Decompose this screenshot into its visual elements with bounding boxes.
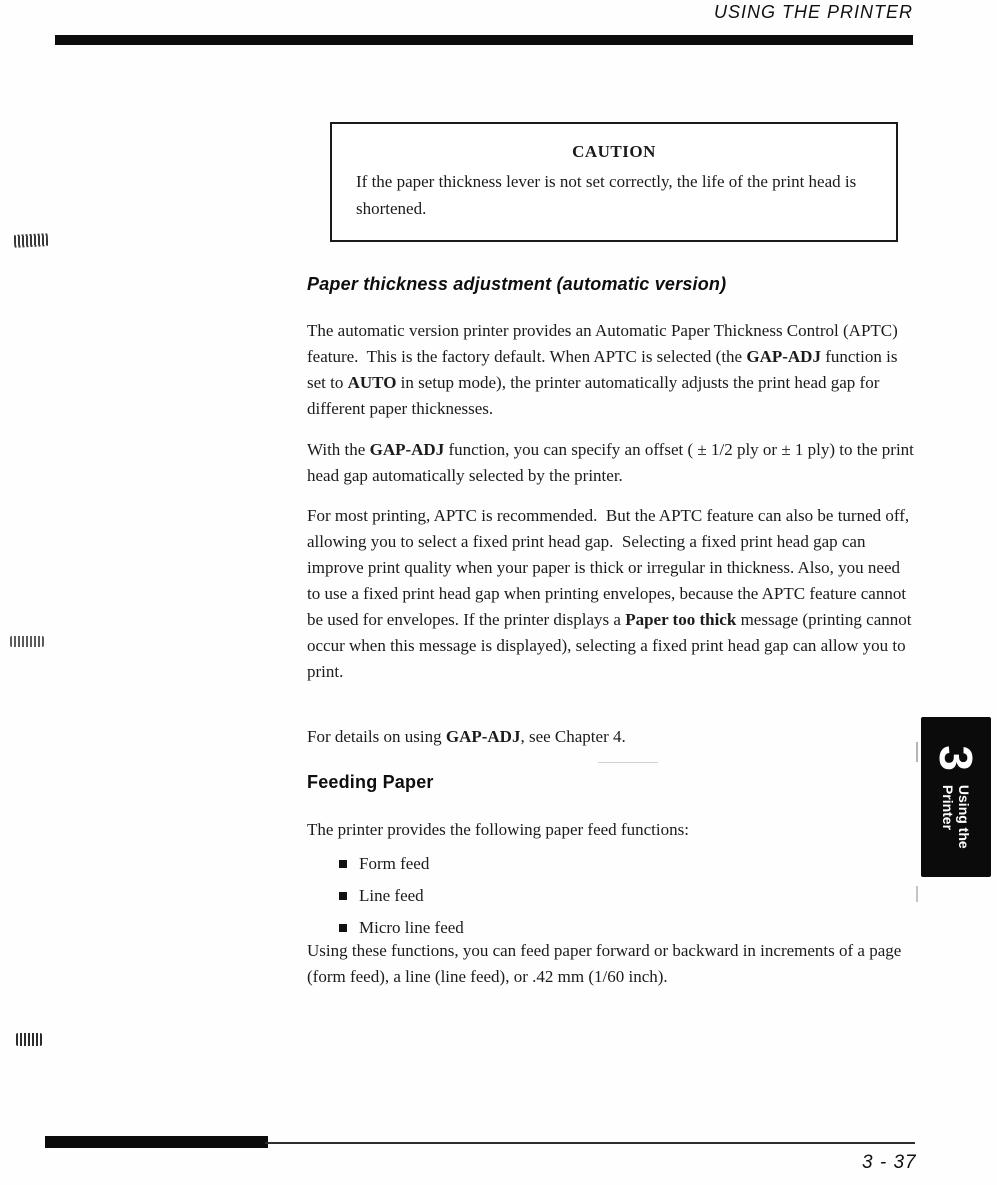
scan-artifact-3 [16, 1033, 42, 1046]
chapter-number: 3 [930, 745, 982, 771]
paragraph-see-chapter-4: For details on using GAP-ADJ, see Chapter 4. [307, 727, 626, 746]
bullet-square-icon [339, 892, 347, 900]
paragraph-feed-functions-intro: The printer provides the following paper feed functions: [307, 820, 689, 839]
chapter-tab [921, 717, 991, 877]
paragraph-aptc-recommended: For most printing, APTC is recommended. But the APTC feature can also be turned off, allowing you to select a fixed print head gap. Selecting a fixed print head gap can improve print quality when your paper is thick or irregular in thickness. Also, you need to use a fixed print head gap when printing envelopes, because the APTC feature cannot be used for envelopes. If the printer displays a Paper too thick message (printing cannot occur when this message is displayed), selecting a fixed print head gap can allow you to print. [307, 506, 916, 681]
list-item-label: Form feed [359, 854, 430, 873]
bullet-square-icon [339, 860, 347, 868]
chapter-tab-label-line1: Using the [956, 784, 972, 849]
bullet-square-icon [339, 924, 347, 932]
chapter-tab-label [940, 785, 972, 849]
caution-text: If the paper thickness lever is not set correctly, the life of the print head is shortened. [356, 172, 861, 218]
scan-artifact-edge-2 [916, 886, 918, 902]
list-item-form-feed [307, 848, 915, 880]
paragraph-aptc-intro: The automatic version printer provides an Automatic Paper Thickness Control (APTC) feature. This is the factory default. When APTC is selected (the GAP-ADJ function is set to AUTO in setup mode), the printer automatically adjusts the print head gap for different paper thicknesses. [307, 321, 903, 418]
running-header: USING THE PRINTER [713, 2, 913, 22]
feed-functions-list [307, 848, 915, 944]
list-item-label: Micro line feed [359, 918, 464, 937]
section-heading-paper-thickness: Paper thickness adjustment (automatic version) [307, 274, 727, 294]
chapter-tab-content [921, 717, 991, 877]
footer-rule [265, 1142, 915, 1144]
page-number: 3 - 37 [862, 1152, 917, 1173]
scan-artifact-edge-1 [916, 742, 918, 762]
caution-title: CAUTION [572, 142, 656, 161]
chapter-tab-label-line2: Printer [940, 784, 956, 831]
footer-bar [45, 1136, 268, 1148]
scan-artifact-dash [598, 762, 658, 763]
caution-box [330, 122, 898, 242]
list-item-label: Line feed [359, 886, 424, 905]
section-heading-feeding-paper: Feeding Paper [307, 772, 434, 792]
scan-artifact-2 [10, 636, 44, 647]
paragraph-gap-adj-offset: With the GAP-ADJ function, you can specify an offset ( ± 1/2 ply or ± 1 ply) to the print head gap automatically selected by the printer. [307, 440, 919, 485]
header-rule [55, 35, 913, 45]
scan-artifact-1 [14, 233, 49, 248]
list-item-line-feed [307, 880, 915, 912]
paragraph-feed-functions-outro: Using these functions, you can feed paper forward or backward in increments of a page (form feed), a line (line feed), or .42 mm (1/60 inch). [307, 941, 906, 986]
